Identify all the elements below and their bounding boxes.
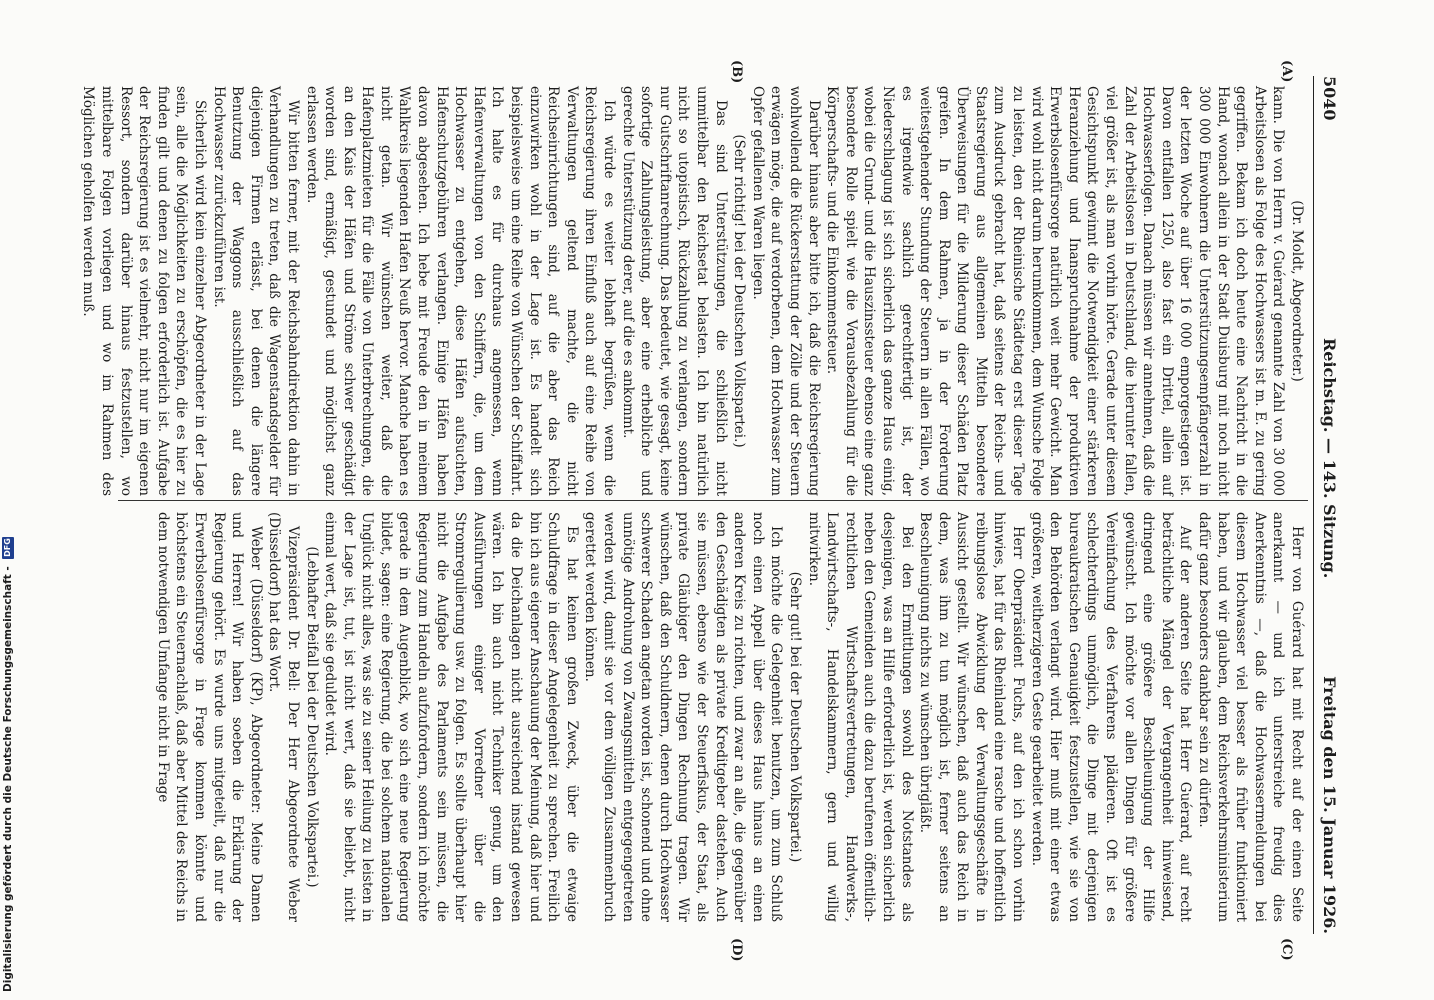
paragraph: Das sind Unterstützungen, die schließlich nicht unmittelbar den Reichsetat belasten. Ich bin natürlich nicht so utopistisch, Rückzahlung zu verlangen, sondern nur Gutschriftanrechnung. Das bedeutet, wie gesagt, keine sofortige Zahlungsleistung, aber eine erhebliche und gerechte Unterstützung derer, auf die es ankommt. [619,86,729,496]
paragraph: Ich würde es weiter lebhaft begrüßen, wenn die Reichsregierung ihren Einfluß auch auf eine Reihe von Verwaltungen geltend machte, die nicht Reichseinrichtungen sind, auf die aber das Reich einzuwirken wohl in der Lage ist. Es handelt sich beispielsweise um eine Reihe von Wünschen der Schiffahrt. Ich halte es für durchaus angemessen, wenn Hafenverwaltungen von den Schiffern, die, um dem Hochwasser zu entgehen, diese Häfen aufsuchten, Hafenschutzgebühren verlangen. Einige Häfen haben davon abgesehen. Ich hebe mit Freude den in meinem Wahlkreis liegenden Hafen Neuß hervor. Manche haben es nicht getan. Wir wünschen weiter, daß die Hafenplatzmieten für die Fälle von Unterbrechungen, die an den Kais der Häfen und Ströme schwer geschädigt worden sind, ermäßigt, gestundet und möglichst ganz erlassen werden. [303,86,618,496]
paragraph: Herr Oberpräsident Fuchs, auf den ich schon vorhin hinwies, hat für das Rheinland eine rasche und hoffentlich reibungslose Abwicklung der Verwaltungsgeschäfte in Aussicht gestellt. Wir wünschen, daß auch das Reich in dem, was ihm zu tun möglich ist, ferner seitens an Beschleunigung nichts zu wünschen übrigläßt. [917,512,1027,922]
page-header [1313,76,1339,934]
interjection: (Sehr richtig! bei der Deutschen Volkspartei.) [731,134,748,448]
margin-mark-d: (D) [729,938,744,962]
column-divider [118,500,1308,501]
paragraph: Auf der anderen Seite hat Herr Guérard, auf recht beträchtliche Mängel der Vergangenheit hinweisend, dringend eine größere Beschleunigung der Hilfe gewünscht. Ich möchte vor allen Dingen für größere Vereinfachung des Verfahrens plädieren. Oft ist es schlechterdings unmöglich, die Dinge mit derjenigen bureaukratischen Genauigkeit festzustellen, wie sie von den Behörden verlangt wird. Hier muß mit einer etwas größeren, weitherzigeren Geste gearbeitet werden. [1028,512,1194,922]
dfg-footer [2,0,14,1000]
footer-wrapper [2,0,20,1000]
interjection: (Lebhafter Beifall bei der Deutschen Volkspartei.) [303,546,320,888]
paragraph: Ich möchte die Gelegenheit benutzen, um zum Schluß noch einen Appell über dieses Haus hinaus an einen anderen Kreis zu richten, und zwar an alle, die gegenüber den Geschädigten als private Kreditgeber dastehen. Auch sie müssen, ebenso wie der Steuerfiskus, der Staat, als private Gläubiger den Dingen Rechnung tragen. Wir wünschen, daß den Schuldnern, denen durch Hochwasser schwerer Schaden angetan worden ist, schonend und ohne unnötige Androhung von Zwangsmitteln entgegengetreten werden wird, damit sie vor dem völligen Zusammenbruch gerettet werden können. [582,512,785,922]
interjection: (Sehr gut! bei der Deutschen Volkspartei.) [786,571,803,863]
speaker-line: (Dr. Moldt, Abgeordneter.) [1289,200,1305,382]
page-number: 5040 [1320,76,1339,121]
paragraph: kann. Die von Herrn v. Guérard genannte Zahl von 30 000 Arbeitslosen als Folge des Hochwassers ist m. E. zu gering gegriffen. Bekam ich doch heute eine Nachricht in die Hand, wonach allein in der Stadt Duisburg mit noch nicht 300 000 Einwohnern die Unterstützungsempfängerzahl in der letzten Woche auf über 16 000 emporgestiegen ist. Davon entfallen 1250, also fast ein Drittel, allein auf Hochwasserfolgen. Danach müssen wir annehmen, daß die Zahl der Arbeitslosen in Deutschland, die hierunter fallen, viel größer ist, als man vorhin hörte. Gerade unter diesem Gesichtspunkt gewinnt die Notwendigkeit einer stärkeren Heranziehung und Inanspruchnahme der produktiven Erwerbslosenfürsorge natürlich weit mehr Gewicht. Man wird wohl nicht darum herumkommen, dem Wunsche Folge zu leisten, den der Rheinische Städtetag erst dieser Tage zum Ausdruck gebracht hat, daß seitens der Reichs- und Staatsregierung aus allgemeinen Mitteln besondere Überweisungen für die Milderung dieser Schäden Platz greifen. In dem Rahmen, ja in der Forderung weitestgehender Stundung der Steuern in allen Fällen, wo es irgendwie sachlich gerechtfertigt ist, der Niederschlagung ist sich sicherlich das ganze Haus einig, wobei die Grund- und die Hauszinssteuer ebenso eine ganz besondere Rolle spielt wie die Vorausbezahlung für die Körperschafts- und die Einkommensteuer. [824,86,1287,496]
paragraph: Vizepräsident Dr. Bell: Der Herr Abgeordnete Weber (Düsseldorf) hat das Wort. [266,512,301,922]
paragraph: Es hat keinen großen Zweck, über die etwaige Schuldfrage in dieser Angelegenheit zu sprechen. Freilich bin ich aus eigener Anschauung der Meinung, daß hier und da die Deichanlagen nicht ausreichend instand gewesen wären. Ich bin auch nicht Techniker genug, um den Ausführungen einiger Vorredner über die Stromregulierung usw. zu folgen. Es sollte überhaupt hier nicht die Aufgabe des Parlaments sein müssen, die Regierung zum Handeln aufzufordern, sondern ich möchte gerade in dem Augenblick, wo sich eine neue Regierung bildet, sagen: eine Regierung, die bei solchem nationalen Unglück nicht alles, was sie zu seiner Heilung zu leisten in der Lage ist, tut, ist nicht wert, daß sie beliebt, nicht einmal wert, daß sie geduldet wird. [322,512,580,922]
header-date: Freitag den 15. Januar 1926. [1320,676,1339,934]
right-column [121,512,1306,922]
paragraph: Weber (Düsseldorf) (KP), Abgeordneter: Meine Damen und Herren! Wir haben soeben die Erklärung der Regierung gehört. Es wurde uns mitgeteilt, daß nur die Erwerbslosenfürsorge in Frage kommen könnte und höchstens ein Steuernachlaß, daß aber Mittel des Reichs in dem notwendigen Umfange nicht in Frage [154,512,264,922]
left-column [80,86,1306,496]
paragraph: Herr von Guérard hat mit Recht auf der einen Seite anerkannt — und ich unterstreiche freudig dies Anerkenntnis —, daß die Hochwassermeldungen bei diesem Hochwasser viel besser als früher funktioniert haben, und wir glauben, dem Reichsverkehrsministerium dafür ganz besonders dankbar sein zu dürfen. [1196,512,1305,922]
paragraph: Darüber hinaus aber bitte ich, daß die Reichsregierung wohlwollend die Rückerstattung der Zölle und der Steuern erwägen möge, die auf verdorbenen, dem Hochwasser zum Opfer gefallenen Waren liegen. [749,86,822,496]
margin-mark-b: (B) [729,60,744,84]
paragraph: Sicherlich wird kein einzelner Abgeordneter in der Lage sein, alle die Möglichkeiten zu erschöpfen, die es hier zu finden gilt und denen zu folgen erforderlich ist. Aufgabe der Reichsregierung ist es vielmehr, nicht nur im eigenen Ressort, sondern darüber hinaus festzustellen, wo mittelbare Folgen vorliegen und wo im Rahmen des Möglichen geholfen werden muß. [80,86,208,496]
paragraph: Wir bitten ferner, mit der Reichsbahndirektion dahin in Verhandlungen zu treten, daß die Wagenstandsgelder für diejenigen Firmen erlässt, bei denen die längere Benutzung der Waggons ausschließlich auf das Hochwasser zurückzuführen ist. [210,86,301,496]
paragraph: Bei den Ermittlungen sowohl des Notstandes als desjenigen, was an Hilfe erforderlich ist, werden sicherlich neben den Gemeinden auch die dazu berufenen öffentlich-rechtlichen Wirtschaftsvertretungen, Handwerks-, Landwirtschafts-, Handelskammern, gern und willig mitwirken. [805,512,915,922]
dfg-logo: DFG [3,538,12,557]
margin-mark-a: (A) [1279,60,1294,83]
footer-text: Digitalisierung gefördert durch die Deutsche Forschungsgemeinschaft - [2,566,14,992]
header-rule [1313,76,1314,934]
header-title: Reichstag. — 143. Sitzung. [1320,338,1339,579]
margin-mark-c: (C) [1279,938,1294,961]
